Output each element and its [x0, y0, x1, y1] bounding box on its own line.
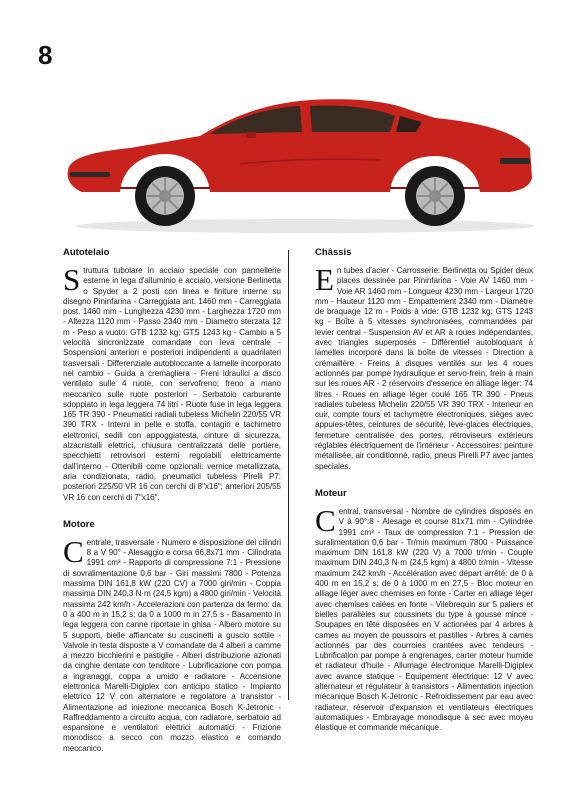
dropcap: C: [63, 533, 84, 569]
section-body-chassis: [315, 262, 533, 472]
column-divider: [288, 250, 289, 700]
car-photo: [60, 88, 540, 238]
paragraph-text: truttura tubolare in acciaio speciale con pannellerie esterne in lega d'alluminio e acciaio, versione Berlinetta o Spyder a 2 posti con linea e finiture interne su disegno Pininfarina - Carreggiata ant. 1460 mm - Carreggiata post. 1460 mm - Lunghezza 4230 mm - Larghezza 1720 mm - Altezza 1120 mm - Passo 2340 mm - Diametro sterzata 12 m - Peso a vuoto: GTB 1232 kg; GTS 1243 kg - Cambio a 5 velocità sincronizzate comandate con leva centrale - Sospensioni anteriori e posteriori indipendenti a quadrilateri trasversali - Differenziale autobloccante a lamelle incorporato nel cambio - Guida a cremagliera - Freni idraulici a disco ventilato sulle 4 ruote, con servofreno; freno a mano meccanico sulle ruote posteriori - Serbatoio carburante sdoppiato in lega leggera 74 litri - Ruote fuse in lega leggera 165 TR 390 - Pneumatici radiali tubeless Michelin 220/55 VR 390 TRX - Interni in pelle e stoffa, contagiri e tachimetro elettronici, sedili con appoggiatesta, cinture di sicurezza, alzacristalli elettrici, chiusura centralizzata delle portiere, specchietti retrovisori esterni regolabili elettricamente dall'interno - Ottenibili come opzionali: vernice metallizzata, aria condizionata, radio, pneumatici tubeless Pirelli P7: posteriori 225/50 VR 16 con cerchi di 8"x16"; anteriori 205/55 VR 16 con cerchi di 7"x16".: [63, 266, 281, 502]
section-body-autotelaio: [63, 262, 281, 503]
section-title-chassis: Châssis: [315, 247, 352, 258]
section-title-autotelaio: Autotelaio: [63, 247, 110, 258]
section-body-motore: [63, 533, 281, 754]
section-body-moteur: [315, 502, 533, 734]
dropcap: E: [315, 262, 334, 297]
section-title-moteur: Moteur: [315, 487, 347, 499]
column-italian: [63, 247, 281, 770]
paragraph-text: entrale, trasversale - Numero e disposizione dei cilindri 8 a V 90° - Alesaggio e corsa 66,8x71 mm - Cilindrata 1991 cm³ - Rapporto di compressione 7:1 - Pressione di sovralimentazione 0,6 bar - Giri massimi 7800 - Potenza massima DIN 161,8 kW (220 CV) a 7000 giri/min - Coppia massima DIN 240,3 N·m (24,5 kgm) a 4800 giri/min - Velocità massima 242 km/h - Accelerazioni con partenza da fermo: da 0 a 400 m in 15,2 s; da 0 a 1000 m in 27,5 s - Basamento in lega leggera con canne riportate in ghisa - Albero motore su 5 supporti, bielle affiancate su cuscinetti a guscio sottile - Valvole in testa disposte a V comandate da 4 alberi a camme a mezzo bicchierini e pastiglie - Alberi distribuzione azionati da cinghie dentate con tenditore - Lubrificazione con pompa a ingranaggi, coppa a umido e radiatore - Accensione elettronica Marelli-Digiplex con anticipo statico - Impianto elettrico 12 V con alternatore e regolatore a transistor - Alimentazione ad iniezione meccanica Bosch K-Jetronic - Raffreddamento a circuito acqua, con radiatore, serbatoio ad espansione e ventilatori elettrici automatici - Frizione monodisco a secco con mozzo elastico e comando meccanico.: [63, 537, 281, 753]
section-title-motore: Motore: [63, 518, 95, 530]
paragraph-text: n tubes d'acier - Carrosserie: Berlinetta ou Spider deux places dessinée par Pininfarina - Voie AV 1460 mm - Voie AR 1460 mm - Longueur 4230 mm - Largeur 1720 mm - Hauteur 1120 mm - Empattement 2340 mm - Diamètre de braquage 12 m - Poids à vide: GTB 1232 kg; GTS 1243 kg - Boîte à 5 vitesses synchronisées, commandées par levier central - Suspension AV et AR à roues indépendantes, avec triangles superposés - Différentiel autobloquant à lamelles incorporé dans la boîte de vitesses - Direction à crémaillère - Freins à disques ventilés sur les 4 roues actionnés par pompe hydraulique et servo-frein, frein à main sur les roues AR - 2 réservoirs d'essence en alliage léger: 74 litres - Roues en alliage léger coulé 165 TR 390 - Pneus radiales tubeless Michelin 220/55 VR 390 TRX - Interieur en cuir, compte tours et tachymètre électroniques, sièges avec appuies-têtes, ceintures de sécurité, lève-glaces électriques, fermeture centralisée des portes, rétroviseurs extérieurs réglables électriquement de l'intérieur - Accessoires: peinture métallisée, air conditionné, radio, pneus Pirelli P7 avec jantes speciales.: [315, 266, 533, 471]
paragraph-text: entral, transversal - Nombre de cylindres disposés en V à 90°:8 - Alesage et course 81x71 mm - Cylindrée 1991 cm³ - Taux de compression 7:1 - Pression de suralimentation 0,6 bar - Tr/min maximum 7800 - Puissance maximum DIN 161,8 kW (220 V) à 7000 tr/min - Couple maximum DIN 240,3 N·m (24,5 kgm) à 4800 tr/min - Vitesse maximum 242 km/h - Accélération avec départ arrêté: de 0 à 400 m en 15,2 s; de 0 à 1000 m en 27,5 - Bloc moteur en alliage léger avec chemises en fonte - Carter en alliage léger avec chemises calées en fonte - Vilebrequin sur 5 paliers et bielles parallèles sur coussinets du type à gousse mince - Soupapes en tête disposées en V actionées par 4 arbres à cames au moyen de poussoirs et pastilles - Arbres à cames actionnés par des courroies crantées avec tendeurs - Lubrification par pompe à engrenages, carter moteur humide et radiateur d'huile - Allumage électronique Marelli-Digiplex avec avance statique - Equipement électrique: 12 V avec alternateur et régulateur à transistors - Alimentation injection mécanique Bosch K-Jetronic - Refroidissement par eau avec radiateur, réservoir d'expansion et ventilateurs électriques automatiques - Embrayage monodisque à sec avec moyeu élastique et commande mécanique.: [315, 506, 533, 733]
column-french: [315, 247, 533, 749]
dropcap: S: [63, 262, 81, 297]
page-number: 8: [38, 40, 53, 70]
front-wheel: [135, 166, 195, 226]
dropcap: C: [315, 502, 336, 538]
rear-wheel: [405, 166, 465, 226]
